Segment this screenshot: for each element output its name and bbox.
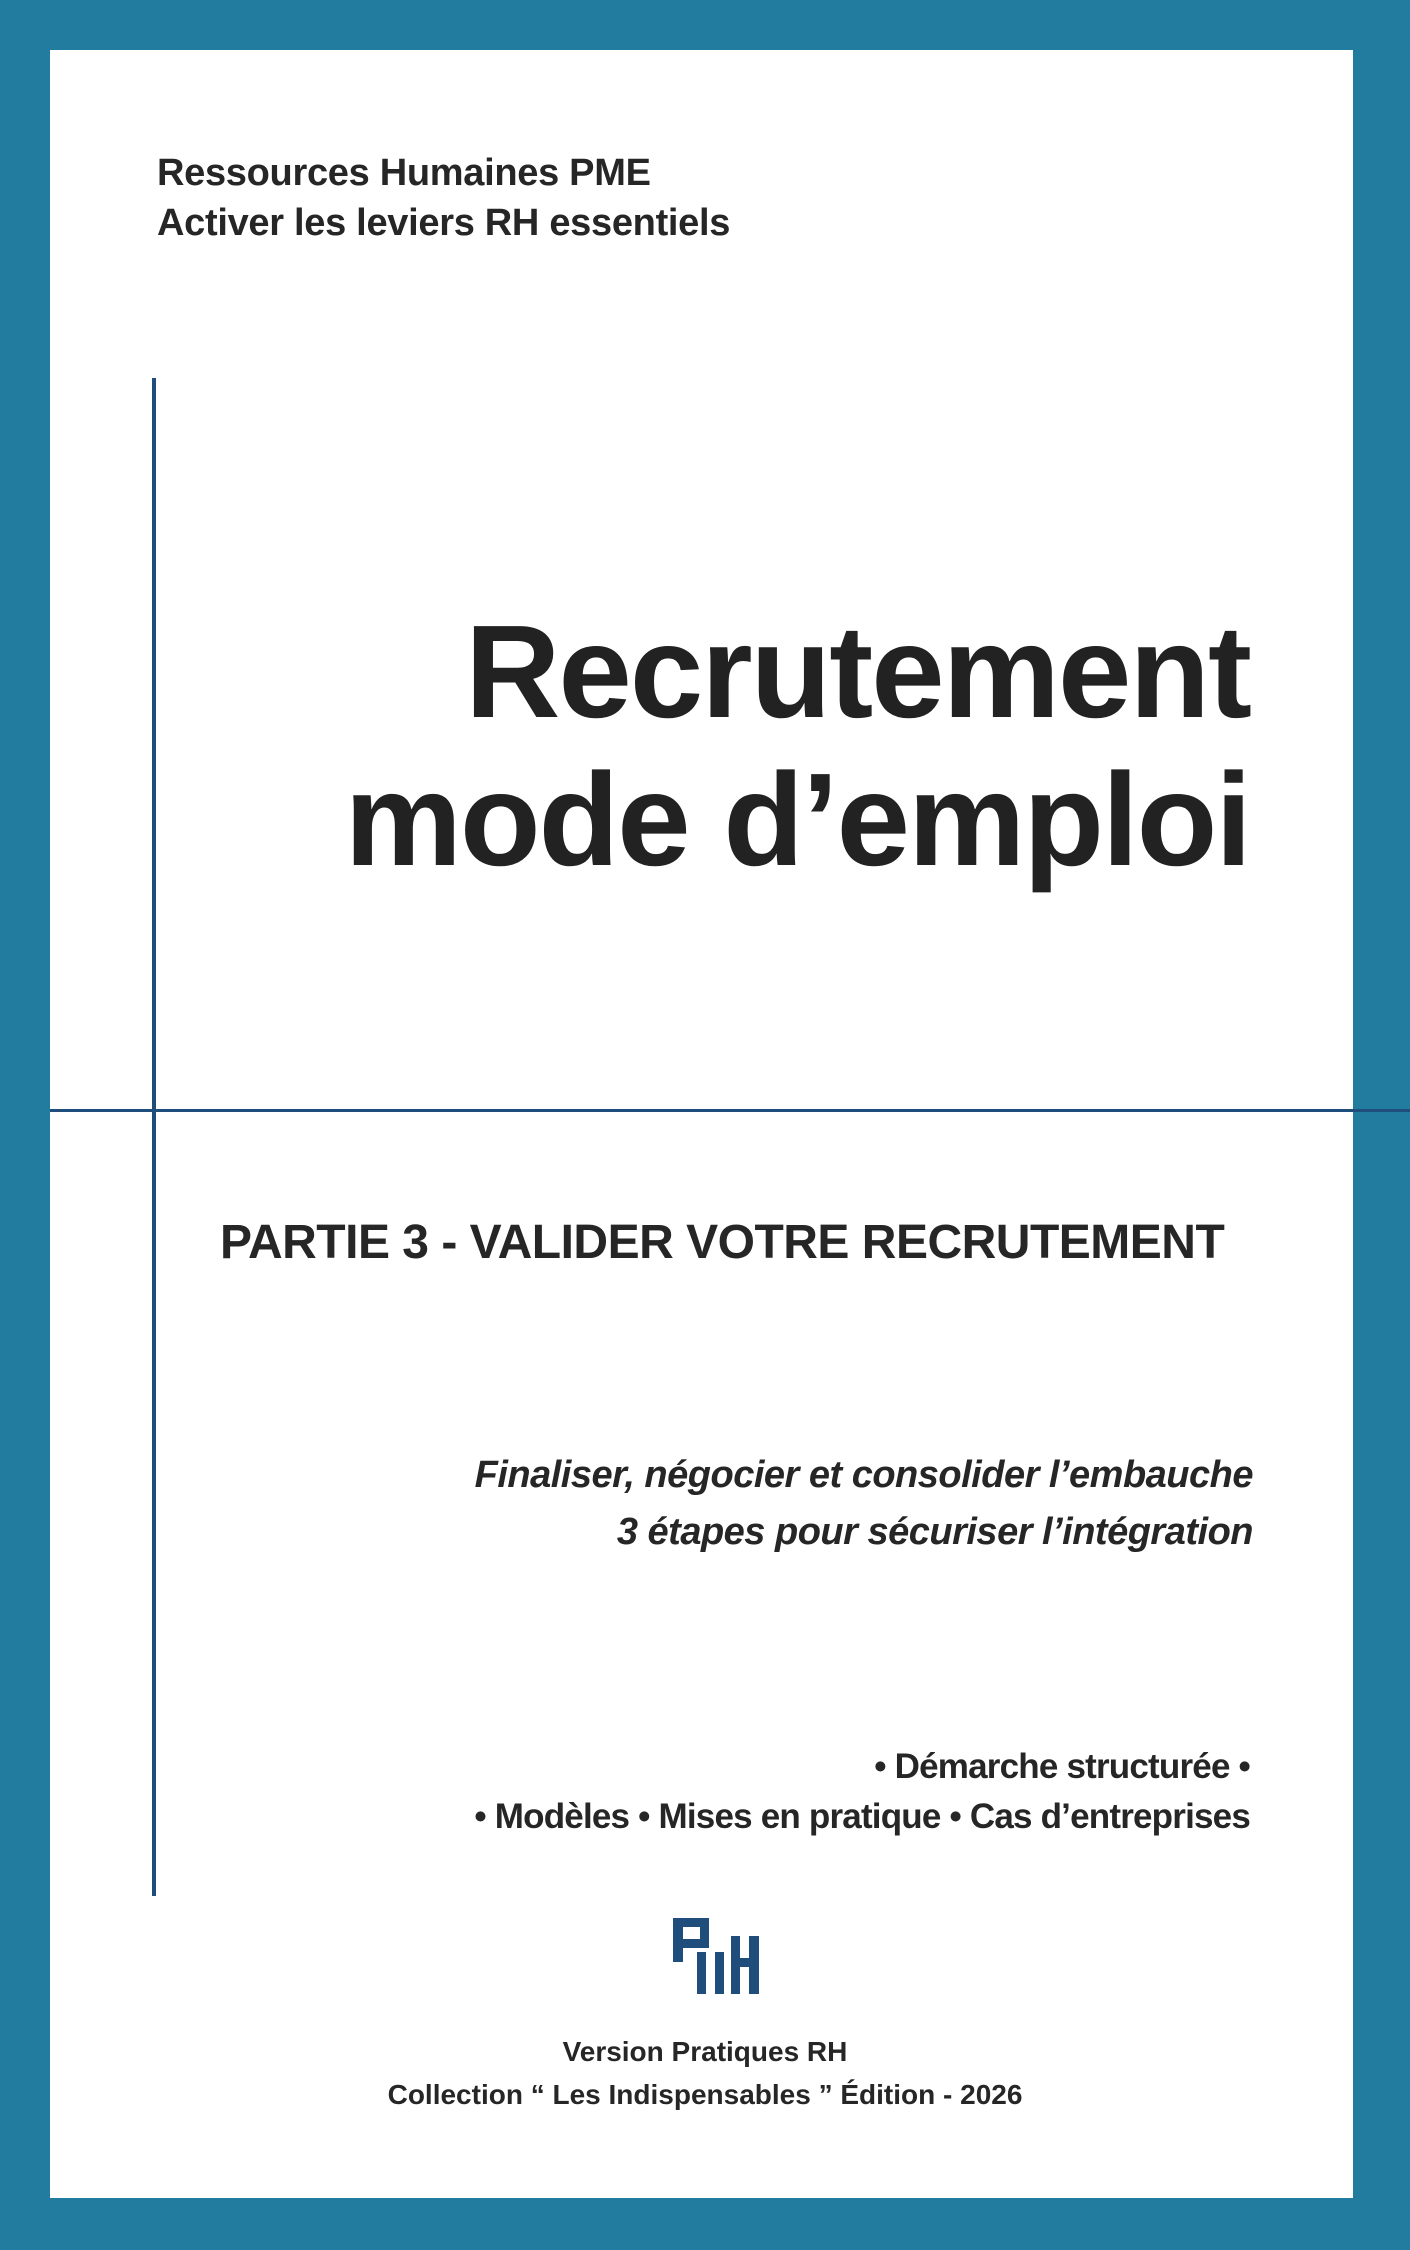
title-line-1: Recrutement bbox=[465, 598, 1250, 745]
subtitle-line-2: 3 étapes pour sécuriser l’intégration bbox=[616, 1511, 1253, 1553]
subtitle-line-1: Finaliser, négocier et consolider l’embauche bbox=[474, 1454, 1253, 1496]
book-title bbox=[345, 598, 1250, 894]
header-line-1: Ressources Humaines PME bbox=[157, 152, 651, 194]
vertical-rule bbox=[152, 378, 156, 1896]
horizontal-rule bbox=[50, 1109, 1410, 1112]
features-line-2: • Modèles • Mises en pratique • Cas d’entreprises bbox=[474, 1797, 1250, 1836]
footer-line-2: Collection “ Les Indispensables ” Édition - 2026 bbox=[387, 2079, 1023, 2110]
book-subtitle bbox=[475, 1447, 1253, 1561]
footer-line-1: Version Pratiques RH bbox=[562, 2036, 848, 2067]
header-line-2: Activer les leviers RH essentiels bbox=[157, 202, 731, 244]
cover-header bbox=[157, 148, 730, 248]
part-heading: PARTIE 3 - VALIDER VOTRE RECRUTEMENT bbox=[220, 1216, 1225, 1269]
title-line-2: mode d’emploi bbox=[344, 746, 1250, 893]
rh-monogram-logo-icon bbox=[673, 1918, 759, 1994]
feature-list bbox=[474, 1742, 1250, 1842]
features-line-1: • Démarche structurée • bbox=[874, 1747, 1250, 1786]
cover-footer bbox=[0, 2030, 1410, 2116]
cover-page bbox=[50, 50, 1353, 2198]
